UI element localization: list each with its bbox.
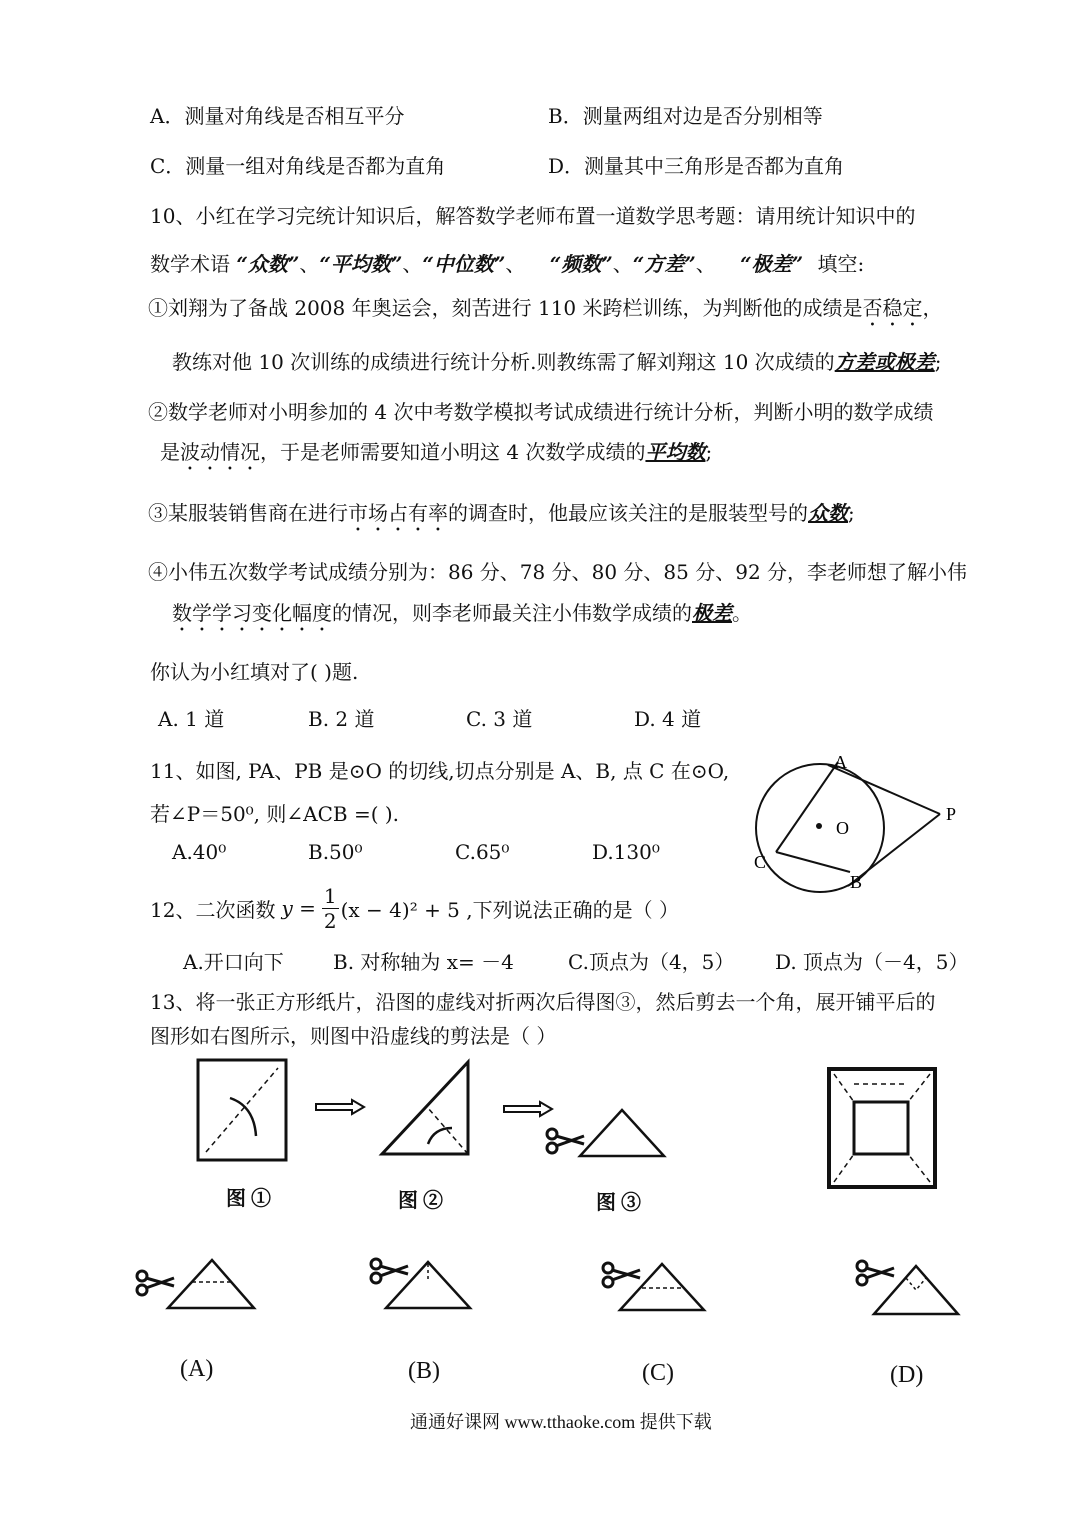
- label-a: A: [834, 752, 847, 772]
- tangent-pa: [828, 765, 940, 814]
- q10-item3-answer: 众数: [808, 501, 848, 525]
- term-range: “极差”: [740, 252, 804, 276]
- label-o: O: [836, 818, 849, 838]
- q13-option-a-figure: [132, 1252, 262, 1314]
- scissors-icon: [603, 1263, 640, 1287]
- label-c: C: [754, 852, 767, 872]
- q10-item3-text2: 的调查时，他最应该关注的是服装型号的: [448, 501, 808, 525]
- q12-option-c: C.顶点为（4，5）: [568, 950, 735, 974]
- q13-fig2-triangle: [376, 1058, 476, 1158]
- term-mode: “众数”: [236, 252, 300, 276]
- q12-fraction: [322, 883, 339, 933]
- arrow-1-icon: [314, 1098, 366, 1116]
- q13-fig3-triangle: [544, 1104, 668, 1162]
- q12-frac-den: 2: [323, 908, 337, 933]
- q9-option-c: C．测量一组对角线是否都为直角: [150, 154, 446, 178]
- q13-option-a-label: (A): [180, 1356, 214, 1382]
- q10-item3-punct: ;: [848, 501, 855, 525]
- q13-option-b-figure: [366, 1252, 476, 1314]
- q10-item4-text: 的情况，则李老师最关注小伟数学成绩的: [332, 601, 692, 625]
- footer-text: 通通好课网 www.tthaoke.com 提供下载: [410, 1412, 712, 1432]
- q12-prefix: 12、二次函数: [150, 897, 276, 922]
- q10-item1-answer: 方差或极差: [834, 350, 935, 374]
- scissors-icon: [137, 1271, 174, 1295]
- q10-terms-prefix: 数学术语: [150, 252, 230, 276]
- q10-question: 你认为小红填对了( )题.: [150, 660, 359, 684]
- q10-item4-line2: [172, 597, 752, 636]
- q13-option-d-figure: [852, 1256, 962, 1318]
- q10-terms-suffix: 填空:: [817, 252, 865, 276]
- q10-item3-text: ③某服装销售商在进行: [148, 501, 348, 525]
- q12-option-a: A.开口向下: [183, 950, 284, 974]
- q10-item2-answer: 平均数: [645, 440, 706, 464]
- q12-frac-num: 1: [323, 883, 337, 908]
- scissors-icon: [857, 1261, 894, 1285]
- chord-ca: [776, 762, 838, 852]
- q11-line2: 若∠P＝50⁰, 则∠ACB =( ).: [150, 802, 400, 826]
- q12-rest: (x − 4)² + 5 ,下列说法正确的是（ ）: [340, 897, 679, 922]
- q11-option-b: B.50⁰: [308, 840, 363, 864]
- label-p: P: [946, 804, 957, 824]
- q10-item4-punct: 。: [732, 601, 752, 625]
- term-frequency: “频数”: [549, 252, 613, 276]
- q10-item4-line1: ④小伟五次数学考试成绩分别为：86 分、78 分、80 分、85 分、92 分，李老师想了解小伟: [148, 560, 968, 584]
- center-dot: [816, 823, 822, 829]
- q10-item1-punct: ，: [922, 296, 943, 320]
- q10-item1-text2: 教练对他 10 次训练的成绩进行统计分析.则教练需了解刘翔这 10 次成绩的: [172, 350, 835, 374]
- q13-fig1-label: 图 ①: [226, 1188, 271, 1210]
- term-variance: “方差”: [632, 252, 696, 276]
- q9-option-b: B．测量两组对边是否分别相等: [548, 104, 823, 128]
- q11-option-d: D.130⁰: [592, 840, 660, 864]
- q13-option-d-label: (D): [890, 1362, 924, 1388]
- q12-y-eq: y =: [281, 896, 316, 920]
- q13-fig3-label: 图 ③: [596, 1192, 641, 1214]
- q10-item1-text: ①刘翔为了备战 2008 年奥运会，刻苦进行 110 米跨栏训练，为判断他的成绩是: [148, 296, 863, 320]
- q10-item2-pre: 是: [160, 440, 180, 464]
- q13-option-c-label: (C): [642, 1360, 674, 1386]
- q11-line1: 11、如图, PA、PB 是⊙O 的切线,切点分别是 A、B, 点 C 在⊙O,: [150, 759, 730, 783]
- term-mean: “平均数”: [319, 252, 403, 276]
- q10-item4-answer: 极差: [692, 601, 732, 625]
- q10-item1-line1: [148, 292, 943, 331]
- q11-option-c: C.65⁰: [455, 840, 510, 864]
- q10-option-a: A. 1 道: [158, 707, 225, 731]
- q10-item1-punct2: ;: [934, 350, 942, 374]
- chord-cb: [776, 852, 850, 872]
- q12-line: [150, 882, 679, 934]
- q13-option-b-label: (B): [408, 1358, 440, 1384]
- q12-option-b: B. 对称轴为 x= －4: [333, 950, 514, 974]
- scissors-icon: [547, 1129, 584, 1153]
- q10-item2-text: ，于是老师需要知道小明这 4 次数学成绩的: [260, 440, 646, 464]
- q10-item1-emphasis: 否稳定: [862, 296, 923, 320]
- q13-option-c-figure: [598, 1256, 708, 1316]
- q10-item1-line2: [172, 346, 941, 375]
- q13-line2: 图形如右图所示，则图中沿虚线的剪法是（ ）: [150, 1024, 557, 1048]
- q13-result-square: [826, 1066, 938, 1190]
- q10-item2-emphasis: 波动情况: [180, 440, 260, 464]
- q10-terms-line: 数学术语 “众数”、“平均数”、“中位数”、 “频数”、“方差”、 “极差” 填空:: [150, 252, 865, 276]
- q10-option-c: C. 3 道: [466, 707, 533, 731]
- q11-option-a: A.40⁰: [172, 840, 227, 864]
- q10-item2-line2: [160, 436, 712, 475]
- q12-option-d: D. 顶点为（－4，5）: [775, 950, 969, 974]
- q11-circle-tangent-figure: [740, 748, 970, 898]
- q10-item3: [148, 497, 855, 536]
- q10-item2-punct: ;: [705, 440, 713, 464]
- q10-option-d: D. 4 道: [634, 707, 702, 731]
- q13-fig2-label: 图 ②: [398, 1190, 443, 1212]
- q10-item3-emphasis: 市场占有率: [348, 501, 448, 525]
- q10-item4-emphasis: 数学学习变化幅度: [172, 601, 332, 625]
- q13-fig1-square: [196, 1058, 288, 1162]
- q9-option-d: D．测量其中三角形是否都为直角: [548, 154, 845, 178]
- q13-line1: 13、将一张正方形纸片，沿图的虚线对折两次后得图③，然后剪去一个角，展开铺平后的: [150, 990, 936, 1014]
- q10-intro: 10、小红在学习完统计知识后，解答数学老师布置一道数学思考题：请用统计知识中的: [150, 204, 916, 228]
- q10-option-b: B. 2 道: [308, 707, 375, 731]
- q10-item2-line1: ②数学老师对小明参加的 4 次中考数学模拟考试成绩进行统计分析，判断小明的数学成绩: [148, 400, 934, 424]
- label-b: B: [850, 872, 863, 892]
- term-median: “中位数”: [422, 252, 506, 276]
- q9-option-a: A．测量对角线是否相互平分: [150, 104, 405, 128]
- scissors-icon: [371, 1259, 408, 1283]
